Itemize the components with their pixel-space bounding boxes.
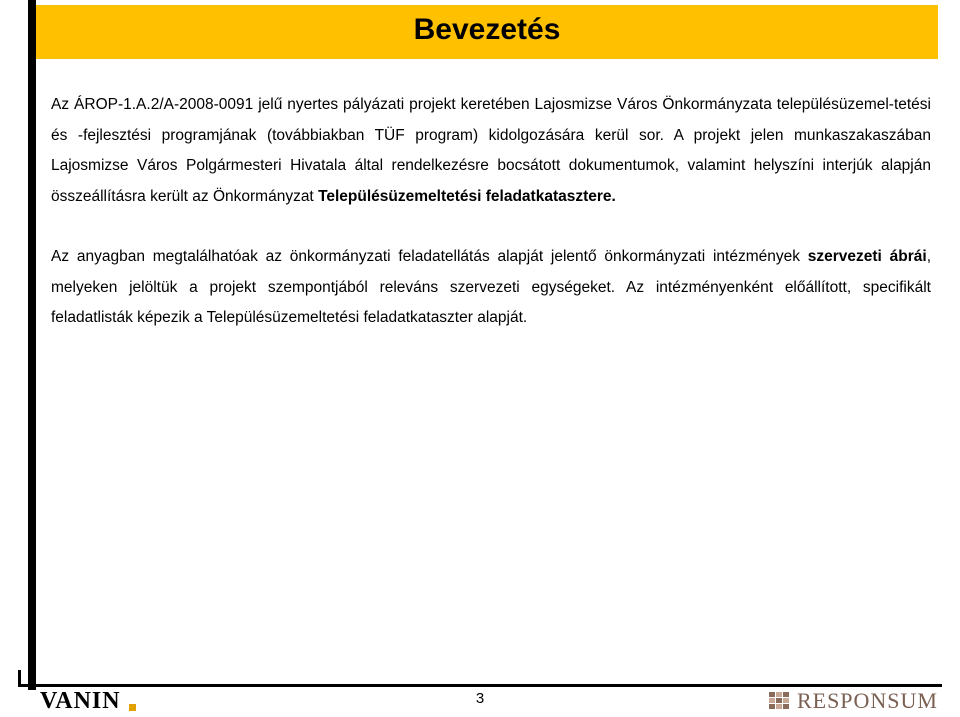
materials-text-1: Az anyagban megtalálhatóak az önkormányzati feladatellátás alapját jelentő önkormányzati intézmények bbox=[51, 248, 808, 265]
materials-paragraph bbox=[51, 242, 931, 334]
footer-rule bbox=[18, 684, 942, 687]
intro-bold-text: Településüzemeltetési feladatkatasztere. bbox=[318, 187, 616, 205]
vanin-logo-text: VANIN bbox=[40, 688, 121, 714]
responsum-logo-text: RESPONSUM bbox=[796, 688, 938, 713]
page-number: 3 bbox=[475, 690, 485, 707]
responsum-mark-icon bbox=[769, 692, 791, 710]
title-banner bbox=[36, 5, 938, 59]
intro-text: Az ÁROP-1.A.2/A-2008-0091 jelű nyertes pályázati projekt keretében Lajosmizse Város Önkormányzata településüzemel-tetési és -fejlesztési programjának (továbbiakban TÜF program) kidolgozására kerül sor. A projekt jelen munkaszakaszában Lajosmizse Város Polgármesteri Hivatala által rendelkezésre bocsátott dokumentumok, valamint helyszíni interjúk alapján összeállításra került az Önkormányzat bbox=[51, 96, 931, 205]
materials-bold-text: szervezeti ábrái bbox=[807, 248, 927, 265]
responsum-logo bbox=[769, 688, 938, 714]
materials-text-2: , melyeken jelöltük a projekt szempontjából releváns szervezeti egységeket. Az intézményenként előállított, specifikált feladatlisták képezik a Településüzemeltetési feladatkataszter alapját. bbox=[51, 248, 931, 326]
intro-paragraph bbox=[51, 90, 931, 212]
left-vertical-bar bbox=[28, 0, 36, 690]
page-title: Bevezetés bbox=[413, 13, 561, 46]
main-content bbox=[51, 90, 931, 334]
